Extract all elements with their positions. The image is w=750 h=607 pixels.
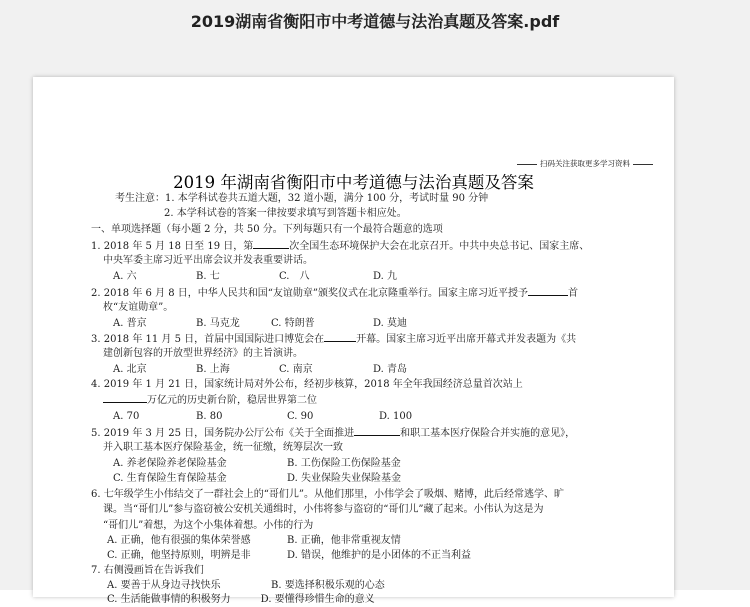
notice-line-2: 2. 本学科试卷的答案一律按要求填写到答题卡相应处。 bbox=[164, 208, 407, 219]
qr-note-text: 扫码关注获取更多学习资料 bbox=[540, 159, 630, 168]
q5-option-a: A. 养老保险养老保险基金 bbox=[113, 458, 227, 469]
q3-option-a: A. 北京 bbox=[113, 364, 147, 375]
q4-text-b: 万亿元的历史新台阶，稳居世界第二位 bbox=[147, 395, 317, 406]
q7-partial-line: C. 生活能做事情的积极努力 D. 要懂得珍惜生命的意义 bbox=[107, 594, 375, 605]
pdf-page bbox=[33, 77, 674, 605]
question-5-line-1 bbox=[91, 426, 575, 441]
q6-option-b: B. 正确，他非常重视友情 bbox=[287, 535, 401, 546]
q3-text-a: 3. 2018 年 11 月 5 日，首届中国国际进口博览会在 bbox=[91, 334, 325, 345]
answer-blank bbox=[253, 239, 289, 249]
question-4-line-2 bbox=[103, 393, 317, 408]
q2-option-d: D. 莫迪 bbox=[373, 318, 408, 329]
question-4-line-1: 4. 2019 年 1 月 21 日，国家统计局对外公布，经初步核算，2018 年全年我国经济总量首次站上 bbox=[91, 379, 523, 390]
q5-text-a: 5. 2019 年 3 月 25 日，国务院办公厅公布《关于全面推进 bbox=[91, 428, 355, 439]
file-title: 2019湖南省衡阳市中考道德与法治真题及答案.pdf bbox=[190, 12, 560, 31]
q1-option-a: A. 六 bbox=[113, 271, 137, 282]
q2-text-b: 首 bbox=[568, 288, 579, 299]
q4-option-c: C. 90 bbox=[287, 411, 314, 422]
question-7-line-1: 7. 右侧漫画旨在告诉我们 bbox=[91, 565, 204, 576]
q3-option-d: D. 青岛 bbox=[373, 364, 408, 375]
question-6-line-2: 课。当“哥们儿”参与盗窃被公安机关通缉时，小伟将参与盗窃的“哥们儿”藏了起来。小伟认为这是为 bbox=[103, 504, 544, 515]
q4-option-a: A. 70 bbox=[113, 411, 140, 422]
q7-option-a: A. 要善于从身边寻找快乐 bbox=[107, 580, 221, 591]
document-title: 2019 年湖南省衡阳市中考道德与法治真题及答案 bbox=[173, 173, 534, 192]
q5-option-c: C. 生育保险生育保险基金 bbox=[113, 473, 227, 484]
q6-option-a: A. 正确，他有很强的集体荣誉感 bbox=[107, 535, 251, 546]
q3-option-c: C. 南京 bbox=[279, 364, 313, 375]
q5-text-b: 和职工基本医疗保险合并实施的意见》， bbox=[400, 428, 576, 439]
title-bar bbox=[0, 0, 750, 71]
document-viewer[interactable] bbox=[0, 70, 750, 605]
question-1-line-1 bbox=[91, 239, 589, 254]
q6-option-d: D. 错误，他维护的是小团体的不正当利益 bbox=[287, 550, 472, 561]
q4-option-d: D. 100 bbox=[379, 411, 413, 422]
answer-blank bbox=[103, 393, 147, 403]
q1-option-b: B. 七 bbox=[196, 271, 220, 282]
q2-option-a: A. 普京 bbox=[113, 318, 147, 329]
question-1-line-2: 中央军委主席习近平出席会议并发表重要讲话。 bbox=[103, 255, 313, 266]
q5-option-b: B. 工伤保险工伤保险基金 bbox=[287, 458, 401, 469]
question-3-line-1 bbox=[91, 332, 576, 347]
q2-text-a: 2. 2018 年 6 月 8 日，中华人民共和国“友谊勋章”颁奖仪式在北京隆重举行。国家主席习近平授予 bbox=[91, 288, 529, 299]
q6-option-c: C. 正确，他坚持原则，明辨是非 bbox=[107, 550, 251, 561]
question-6-line-3: “哥们儿”着想，为这个小集体着想。小伟的行为 bbox=[103, 520, 314, 531]
q3-option-b: B. 上海 bbox=[196, 364, 230, 375]
q3-text-b: 开幕。国家主席习近平出席开幕式并发表题为《共 bbox=[356, 334, 577, 345]
answer-blank bbox=[354, 426, 400, 436]
question-2-line-1 bbox=[91, 286, 578, 301]
q1-option-c: C. 八 bbox=[279, 271, 310, 282]
q7-option-b: B. 要选择积极乐观的心态 bbox=[271, 580, 385, 591]
question-6-line-1: 6. 七年级学生小伟结交了一群社会上的“哥们儿”。从他们那里，小伟学会了吸烟、赌博，此后经常逃学、旷 bbox=[91, 489, 564, 500]
answer-blank bbox=[324, 332, 356, 342]
q1-option-d: D. 九 bbox=[373, 271, 398, 282]
question-5-line-2: 并入职工基本医疗保险基金，统一征缴，统筹层次一致 bbox=[103, 442, 343, 453]
section-heading: 一、单项选择题（每小题 2 分，共 50 分。下列每题只有一个最符合题意的选项 bbox=[91, 224, 443, 235]
qr-note bbox=[514, 158, 656, 169]
q2-option-c: C. 特朗普 bbox=[271, 318, 315, 329]
notice-line-1: 考生注意：1. 本学科试卷共五道大题，32 道小题，满分 100 分，考试时量 90 分钟 bbox=[115, 193, 489, 204]
answer-blank bbox=[528, 286, 568, 296]
question-3-line-2: 建创新包容的开放型世界经济》的主旨演讲。 bbox=[103, 348, 303, 359]
q2-option-b: B. 马克龙 bbox=[196, 318, 240, 329]
q1-text-a: 1. 2018 年 5 月 18 日至 19 日，第 bbox=[91, 241, 254, 252]
q5-option-d: D. 失业保险失业保险基金 bbox=[287, 473, 402, 484]
question-2-line-2: 枚“友谊勋章”。 bbox=[103, 302, 174, 313]
q4-option-b: B. 80 bbox=[196, 411, 223, 422]
q1-text-b: 次全国生态环境保护大会在北京召开。中共中央总书记、国家主席、 bbox=[289, 241, 590, 252]
